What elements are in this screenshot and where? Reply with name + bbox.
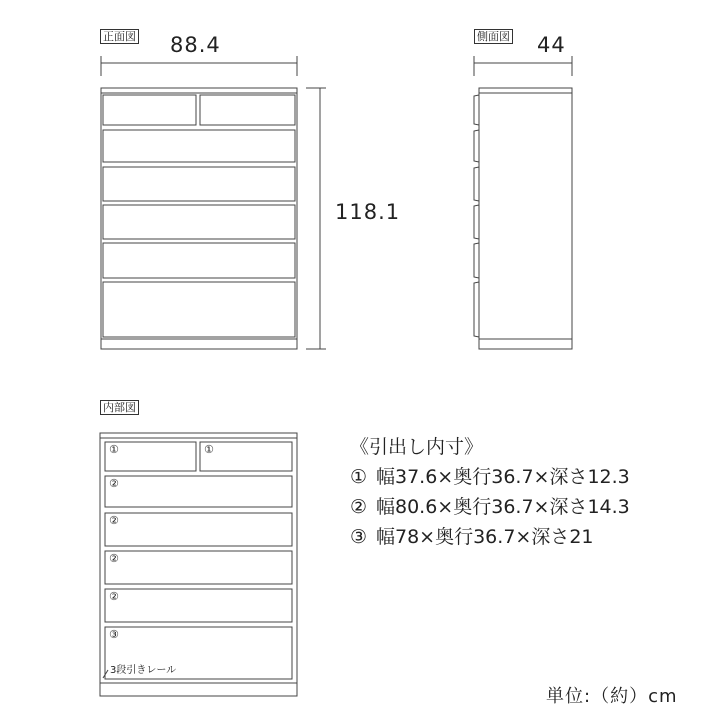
front-view-drawing [101,56,326,349]
front-view-label: 正面図 [100,29,139,44]
drawer-spec-row [350,492,630,519]
spec-text: 幅37.6×奥行36.7×深さ12.3 [376,466,630,488]
front-drawer-5 [103,243,295,278]
front-width-dimension: 88.4 [170,33,221,57]
interior-drawer-2a [105,476,292,507]
interior-view-label: 内部図 [100,400,139,415]
rail-label: 3段引きレール [110,665,177,676]
spec-number: ① [350,466,368,488]
interior-drawer-2c [105,551,292,584]
drawer-number: ② [109,477,119,490]
front-drawer-top-right [200,95,295,125]
drawer-spec-row [350,462,630,489]
interior-view-drawing [100,433,297,696]
drawer-number: ② [109,590,119,603]
front-drawer-2 [103,130,295,162]
drawer-number: ② [109,552,119,565]
spec-text: 幅78×奥行36.7×深さ21 [376,526,594,548]
front-drawer-6 [103,282,295,337]
side-view-drawing [474,56,572,349]
side-depth-dimension: 44 [537,33,566,57]
side-view-label: 側面図 [474,29,513,44]
spec-number: ② [350,496,368,518]
spec-text: 幅80.6×奥行36.7×深さ14.3 [376,496,630,518]
front-drawer-4 [103,205,295,239]
drawer-number: ② [109,514,119,527]
drawer-number: ① [204,443,214,456]
front-drawer-3 [103,167,295,201]
interior-drawer-2b [105,513,292,546]
drawer-spec-row [350,522,594,549]
front-height-dimension: 118.1 [335,200,401,224]
interior-drawer-2d [105,589,292,622]
drawer-number: ③ [109,628,119,641]
spec-number: ③ [350,526,368,548]
front-drawer-top-left [103,95,196,125]
unit-note: 単位:（約）cm [546,686,678,707]
drawer-specs-title: 《引出し内寸》 [350,436,484,458]
drawer-number: ① [109,443,119,456]
